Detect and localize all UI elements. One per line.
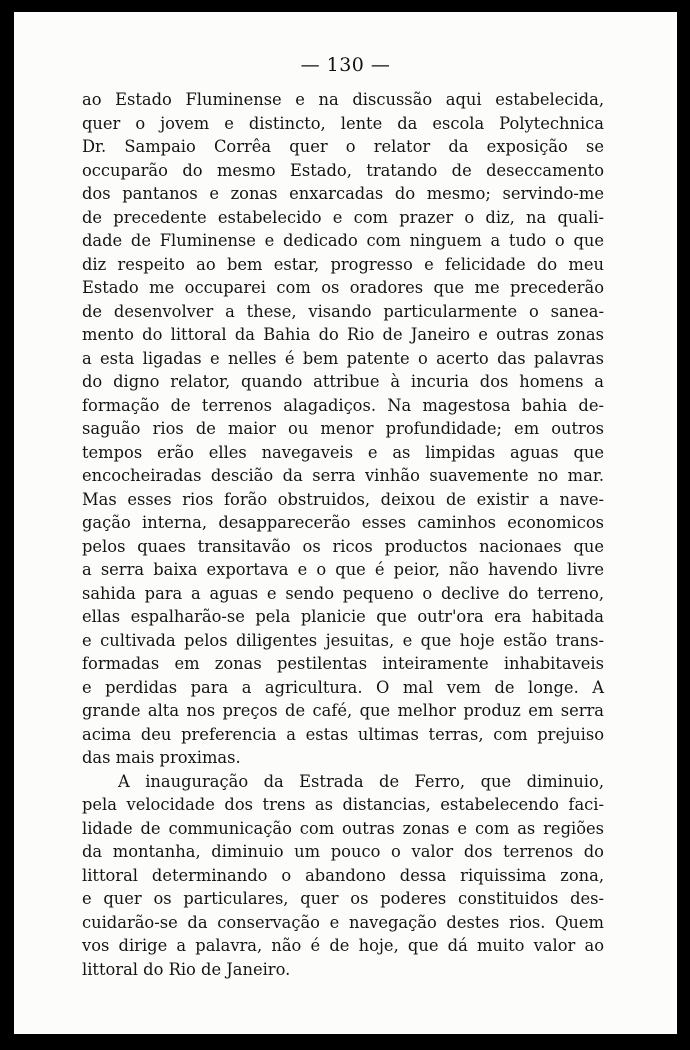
text-line: de desenvolver a these, visando particularmente o sanea- <box>82 301 604 321</box>
text-line: sahida para a aguas e sendo pequeno o declive do terreno, <box>82 583 604 603</box>
text-line: diz respeito ao bem estar, progresso e felicidade do meu <box>82 254 604 274</box>
text-line: quer o jovem e distincto, lente da escola Polytechnica <box>82 113 604 133</box>
text-line: Mas esses rios forão obstruidos, deixou de existir a nave- <box>82 489 604 509</box>
text-line: ellas espalharão-se pela planicie que outr'ora era habitada <box>82 607 604 626</box>
text-line: e quer os particulares, quer os poderes constituidos des- <box>82 889 604 908</box>
text-line: mento do littoral da Bahia do Rio de Janeiro e outras zonas <box>82 325 604 344</box>
text-line: vos dirige a palavra, não é de hoje, que dá muito valor ao <box>82 936 604 955</box>
text-line: formadas em zonas pestilentas inteiramente inhabitaveis <box>82 654 604 673</box>
text-line: encocheiradas descião da serra vinhão suavemente no mar. <box>82 466 604 485</box>
text-line: dos pantanos e zonas enxarcadas do mesmo; servindo-me <box>82 184 604 203</box>
text-line: da montanha, diminuio um pouco o valor dos terrenos do <box>82 842 604 861</box>
text-line: e cultivada pelos diligentes jesuitas, e que hoje estão trans- <box>82 630 604 650</box>
text-line: ao Estado Fluminense e na discussão aqui estabelecida, <box>82 90 604 109</box>
paragraph <box>82 770 604 982</box>
text-line: de precedente estabelecido e com prazer o diz, na quali- <box>82 207 604 227</box>
text-line: saguão rios de maior ou menor profundidade; em outros <box>82 419 604 438</box>
text-line: cuidarão-se da conservação e navegação destes rios. Quem <box>82 912 604 932</box>
text-line: a esta ligadas e nelles é bem patente o acerto das palavras <box>82 348 604 368</box>
text-line: gação interna, desapparecerão esses caminhos economicos <box>82 513 604 532</box>
text-line: A inauguração da Estrada de Ferro, que diminuio, <box>118 771 604 791</box>
text-line: littoral determinando o abandono dessa riquissima zona, <box>82 865 604 885</box>
text-line: Dr. Sampaio Corrêa quer o relator da exposição se <box>82 137 604 156</box>
text-line: grande alta nos preços de café, que melhor produz em serra <box>82 701 604 720</box>
text-line: dade de Fluminense e dedicado com ninguem a tudo o que <box>82 231 604 250</box>
paragraph <box>82 88 604 770</box>
text-line: pela velocidade dos trens as distancias, estabelecendo faci- <box>82 795 604 814</box>
book-page <box>14 12 677 1034</box>
text-line: Estado me occuparei com os oradores que me precederão <box>82 278 604 297</box>
text-line: das mais proximas. <box>82 748 241 767</box>
text-line: pelos quaes transitavão os ricos productos nacionaes que <box>82 536 604 556</box>
text-line: do digno relator, quando attribue à incuria dos homens a <box>82 372 604 391</box>
text-line: acima deu preferencia a estas ultimas terras, com prejuiso <box>82 724 604 744</box>
text-line: formação de terrenos alagadiços. Na magestosa bahia de- <box>82 395 604 415</box>
text-line: littoral do Rio de Janeiro. <box>82 959 291 979</box>
text-line: lidade de communicação com outras zonas e com as regiões <box>82 818 604 838</box>
text-line: occuparão do mesmo Estado, tratando de deseccamento <box>82 160 604 180</box>
text-line: a serra baixa exportava e o que é peior, não havendo livre <box>82 560 604 579</box>
text-line: e perdidas para a agricultura. O mal vem de longe. A <box>82 677 604 697</box>
text-line: tempos erão elles navegaveis e as limpidas aguas que <box>82 442 604 462</box>
page-number: — 130 — <box>300 54 391 76</box>
body-text <box>82 88 604 981</box>
